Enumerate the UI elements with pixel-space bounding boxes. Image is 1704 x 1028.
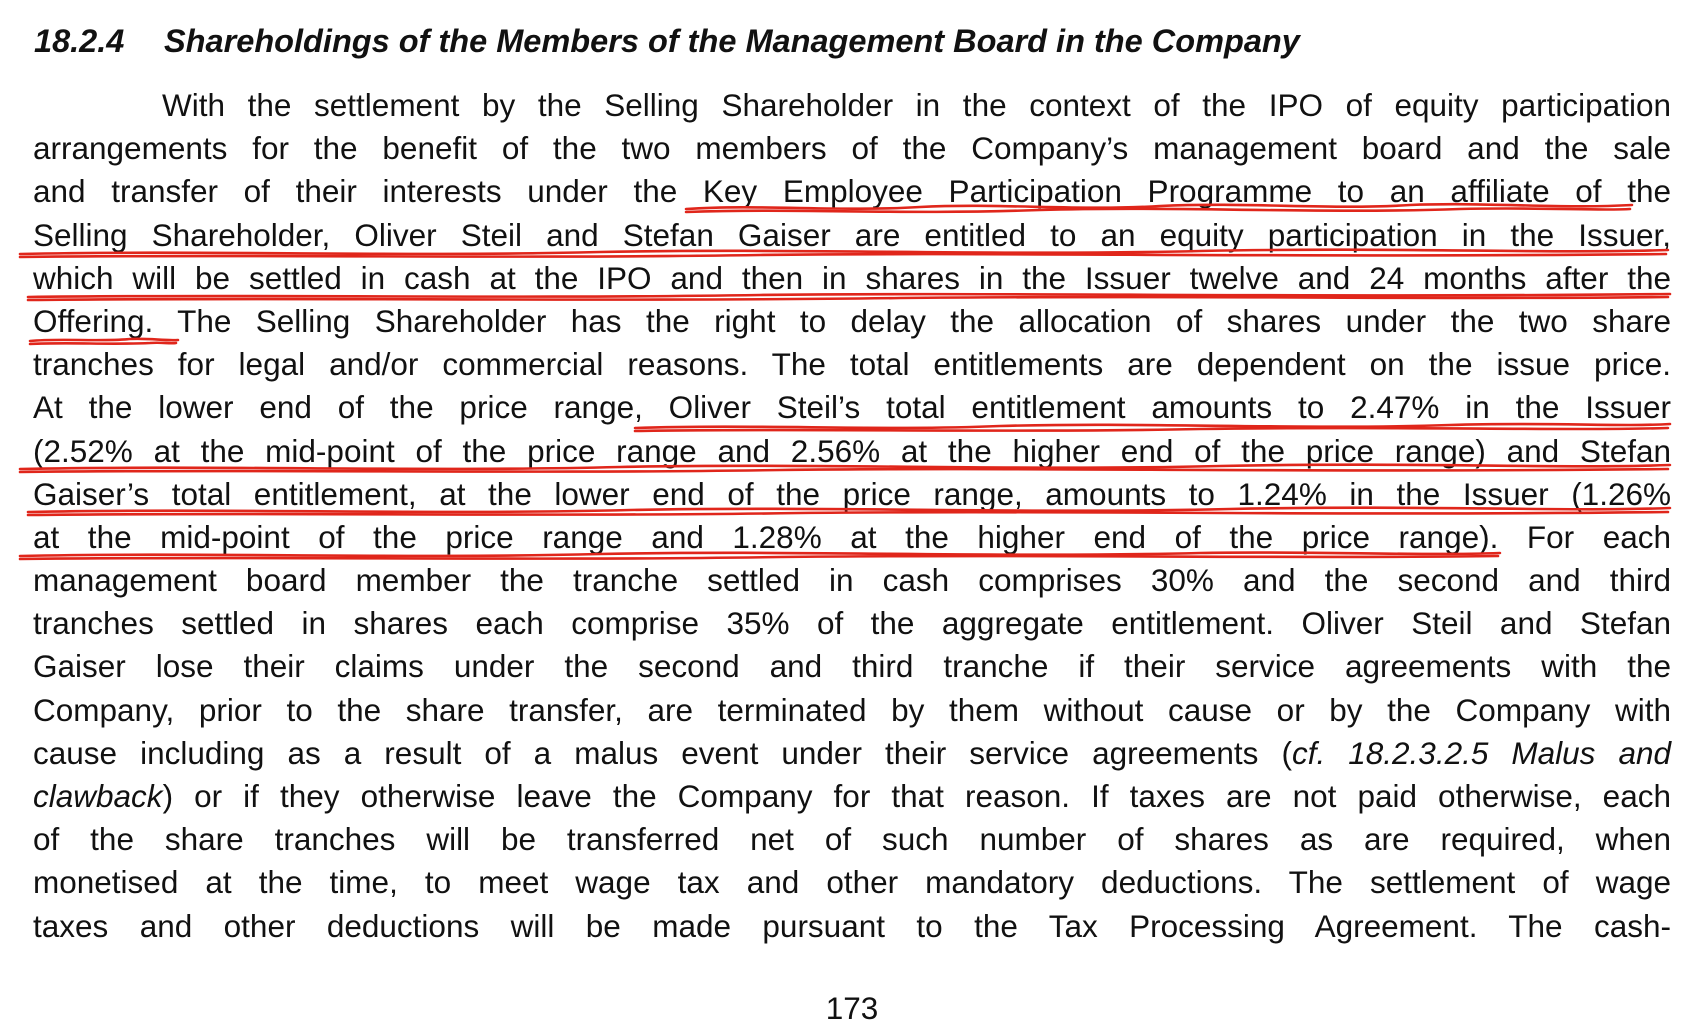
cross-reference: clawback (33, 778, 163, 814)
paragraph-line: tranches for legal and/or commercial reasons. The total entitlements are dependent on the issue price. (33, 346, 1671, 383)
paragraph-line: at the mid-point of the price range and 1.28% at the higher end of the price range). For each (33, 518, 1671, 555)
paragraph-line: tranches settled in shares each comprise 35% of the aggregate entitlement. Oliver Steil and Stefan (33, 605, 1671, 642)
line-text: ) or if they otherwise leave the Company for that reason. If taxes are not paid otherwise, each (162, 778, 1671, 814)
cross-reference: cf. 18.2.3.2.5 Malus and (1291, 734, 1672, 771)
paragraph-line: At the lower end of the price range, Oliver Steil’s total entitlement amounts to 2.47% in the Issuer (33, 389, 1671, 426)
paragraph-line: and transfer of their interests under the Key Employee Participation Programme to an affiliate of the (33, 173, 1671, 210)
paragraph-line: (2.52% at the mid-point of the price range and 2.56% at the higher end of the price range) and Stefan (33, 432, 1671, 469)
paragraph-line: With the settlement by the Selling Shareholder in the context of the IPO of equity participation (162, 87, 1671, 123)
paragraph-line: which will be settled in cash at the IPO and then in shares in the Issuer twelve and 24 months after the (33, 259, 1671, 296)
paragraph-line: Gaiser lose their claims under the second and third tranche if their service agreements with the (33, 648, 1671, 685)
paragraph-line: management board member the tranche settled in cash comprises 30% and the second and third (33, 562, 1671, 599)
page-number: 173 (825, 990, 879, 1026)
section-title: Shareholdings of the Members of the Management Board in the Company (164, 23, 1300, 59)
section-heading (34, 20, 1300, 62)
body-paragraph (33, 84, 1671, 948)
section-number: 18.2.4 (34, 23, 125, 59)
paragraph-line: arrangements for the benefit of the two members of the Company’s management board and the sale (33, 130, 1671, 167)
paragraph-line: of the share tranches will be transferred net of such number of shares as are required, when (33, 821, 1671, 858)
paragraph-line: Company, prior to the share transfer, are terminated by them without cause or by the Company with (33, 691, 1671, 728)
line-text: cause including as a result of a malus event under their service agreements ( (33, 734, 1292, 771)
paragraph-line: Selling Shareholder, Oliver Steil and Stefan Gaiser are entitled to an equity participation in the Issuer, (33, 216, 1671, 253)
paragraph-line (33, 775, 1671, 818)
paragraph-line: Gaiser’s total entitlement, at the lower end of the price range, amounts to 1.24% in the Issuer (1.26% (33, 475, 1671, 512)
paragraph-line: monetised at the time, to meet wage tax and other mandatory deductions. The settlement of wage (33, 864, 1671, 901)
paragraph-line: Offering. The Selling Shareholder has the right to delay the allocation of shares under the two share (33, 302, 1671, 339)
paragraph-line (33, 732, 1671, 775)
paragraph-line: taxes and other deductions will be made pursuant to the Tax Processing Agreement. The cash- (33, 907, 1671, 944)
